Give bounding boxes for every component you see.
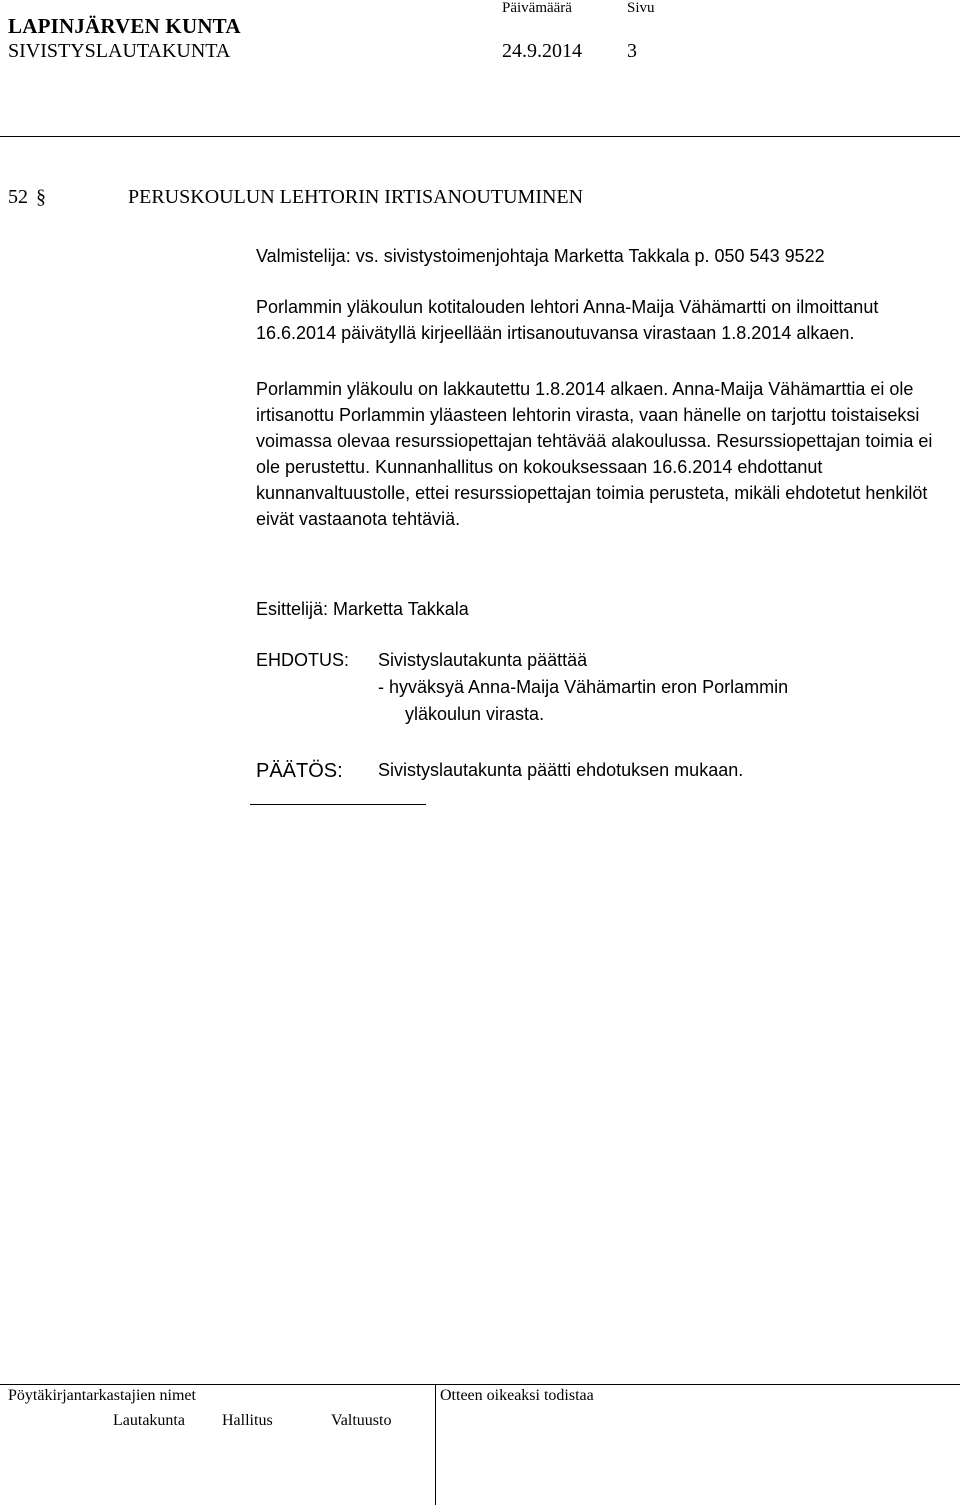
decision-text: Sivistyslautakunta päätti ehdotuksen mukaan.: [378, 760, 744, 780]
footer-divider: [435, 1385, 436, 1505]
organization-name: LAPINJÄRVEN KUNTA: [8, 14, 241, 38]
paragraph-background: [256, 376, 956, 532]
board-label: Lautakunta: [113, 1412, 185, 1429]
proposal-text: Sivistyslautakunta päättää: [378, 650, 588, 670]
end-of-section-rule: [250, 804, 426, 805]
preparer-line: [256, 243, 956, 269]
page-number: 3: [627, 40, 637, 62]
meeting-date: 24.9.2014: [502, 40, 582, 62]
header-divider: [0, 136, 960, 137]
proposal-label: EHDOTUS:: [256, 650, 350, 670]
certified-label: Otteen oikeaksi todistaa: [440, 1387, 594, 1404]
paragraph-2: Porlammin yläkoulu on lakkautettu 1.8.2014 alkaen. Anna-Maija Vähämarttia ei ole irtisanottu Porlammin yläasteen lehtorin virasta, vaan hänelle on tarjottu toistaiseksi voimassa olevaa resurssiopettajan tehtävää alakoulussa. Resurssiopettajan toimia ei ole perustettu. Kunnanhallitus on kokouksessaan 16.6.2014 ehdottanut kunnanvaltuustolle, ettei resurssiopettajan toimia perusteta, mikäli ehdotetut henkilöt eivät vastaanota tehtäviä.: [256, 379, 933, 529]
presenter-text: Esittelijä: Marketta Takkala: [256, 599, 469, 619]
decision-label: PÄÄTÖS:: [256, 760, 343, 782]
section-number: 52: [8, 186, 28, 208]
paragraph-1: Porlammin yläkoulun kotitalouden lehtori Anna-Maija Vähämartti on ilmoittanut 16.6.2014 päivätyllä kirjeellään irtisanoutuvansa virastaan 1.8.2014 alkaen.: [256, 297, 879, 343]
presenter-line: [256, 596, 956, 622]
paragraph-resignation: [256, 294, 956, 346]
date-label: Päivämäärä: [502, 0, 572, 16]
section-sign: §: [36, 186, 46, 208]
council-label: Valtuusto: [331, 1412, 392, 1429]
reviewers-label: Pöytäkirjantarkastajien nimet: [8, 1387, 196, 1404]
section-title: PERUSKOULUN LEHTORIN IRTISANOUTUMINEN: [128, 186, 584, 208]
proposal-item-line-1: - hyväksyä Anna-Maija Vähämartin eron Porlammin: [378, 677, 789, 697]
department-name: SIVISTYSLAUTAKUNTA: [8, 40, 231, 62]
page-label: Sivu: [627, 0, 655, 16]
preparer-text: Valmistelija: vs. sivistystoimenjohtaja Marketta Takkala p. 050 543 9522: [256, 246, 825, 266]
proposal-item-line-2: yläkoulun virasta.: [405, 704, 545, 724]
government-label: Hallitus: [222, 1412, 273, 1429]
